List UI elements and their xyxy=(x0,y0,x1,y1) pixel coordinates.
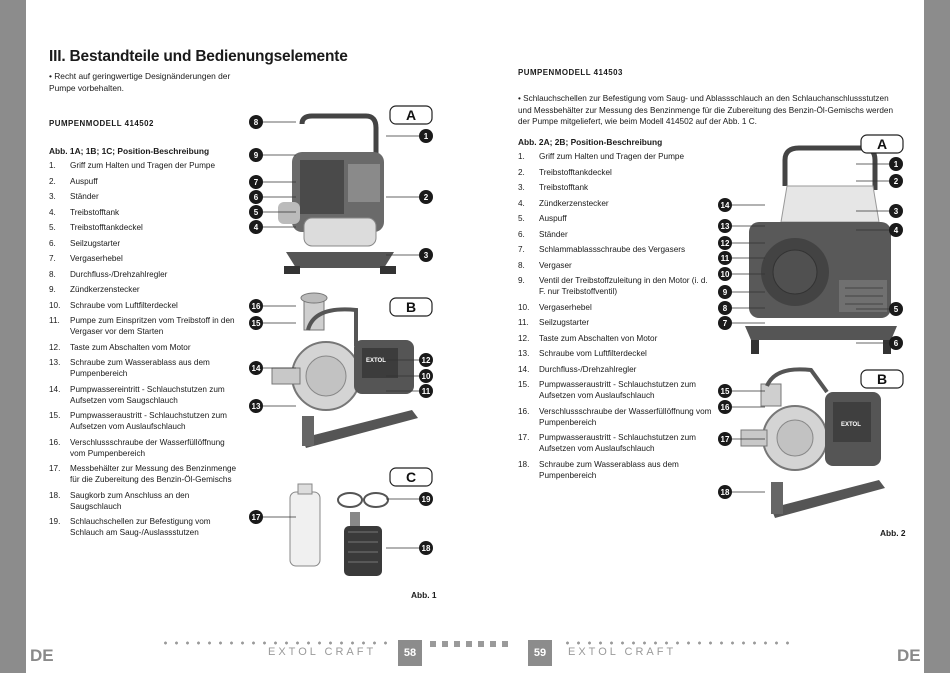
svg-text:8: 8 xyxy=(253,118,259,127)
list-item-number: 14. xyxy=(49,384,61,394)
callout-marker-8 xyxy=(718,301,732,315)
svg-text:13: 13 xyxy=(720,222,730,231)
callout-marker-13 xyxy=(718,219,732,233)
list-item-number: 16. xyxy=(518,406,530,416)
list-item xyxy=(49,222,239,233)
list-item xyxy=(518,379,713,401)
svg-text:19: 19 xyxy=(421,495,431,504)
model-heading-414502: PUMPENMODELL 414502 xyxy=(49,119,154,128)
list-item xyxy=(49,342,239,353)
list-item-number: 4. xyxy=(49,207,56,217)
svg-text:7: 7 xyxy=(722,319,728,328)
list-item xyxy=(49,437,239,459)
list-item-text: Schraube vom Luftfilterdeckel xyxy=(539,349,647,358)
list-item-number: 16. xyxy=(49,437,61,447)
list-item xyxy=(49,253,239,264)
list-item-text: Pumpe zum Einspritzen vom Treibstoff in den Vergaser vor dem Starten xyxy=(70,316,235,336)
footer-square xyxy=(454,641,460,647)
hose-clamp-note: • Schlauchschellen zur Befestigung vom Saug- und Ablassschlauch an den Schlauchanschlussstutzen und Messbehälter zur Messung des Benzinmenge für die Zubereitung des Benzin-Öl-Gemischs werden der Pumpe mitgeliefert, wie beim Modell 414502 auf der Abb. 1 C. xyxy=(518,94,893,126)
callout-marker-12 xyxy=(718,236,732,250)
list-item-number: 7. xyxy=(518,245,525,254)
list-item xyxy=(518,151,713,162)
list-item-text: Zündkerzenstecker xyxy=(70,285,140,294)
svg-text:C: C xyxy=(405,469,417,485)
figure-letter-a xyxy=(390,106,432,124)
figure-abb-1 xyxy=(244,100,444,590)
list-item-text: Auspuff xyxy=(539,214,567,223)
page-title: III. Bestandteile und Bedienungselemente xyxy=(49,48,348,65)
list-item-number: 18. xyxy=(518,459,530,469)
list-item-number: 7. xyxy=(49,254,56,263)
callout-marker-4 xyxy=(249,220,263,234)
svg-text:14: 14 xyxy=(251,364,261,373)
list-item-text: Durchfluss-/Drehzahlregler xyxy=(70,269,168,279)
svg-text:12: 12 xyxy=(720,239,730,248)
list-item xyxy=(518,364,713,375)
svg-text:2: 2 xyxy=(893,177,899,186)
callout-marker-7 xyxy=(718,316,732,330)
list-item-text: Ständer xyxy=(539,229,568,239)
list-item-number: 3. xyxy=(49,192,56,201)
list-item-number: 4. xyxy=(518,198,525,208)
footer-square xyxy=(430,641,436,647)
list-item-number: 12. xyxy=(518,333,530,343)
list-item xyxy=(49,315,239,337)
list-item-number: 2. xyxy=(518,167,525,177)
list-item xyxy=(49,238,239,249)
svg-text:1: 1 xyxy=(423,132,429,141)
list-item xyxy=(518,213,713,224)
list-item-number: 8. xyxy=(49,269,56,279)
list-item xyxy=(518,244,713,255)
list-item xyxy=(49,516,239,538)
footer-square xyxy=(466,641,472,647)
svg-text:9: 9 xyxy=(722,288,728,297)
list-item-text: Vergaserhebel xyxy=(70,254,123,263)
callout-marker-4 xyxy=(889,223,903,237)
callout-marker-2 xyxy=(419,190,433,204)
list-item xyxy=(49,300,239,311)
footer-dots-left xyxy=(160,641,390,645)
svg-text:17: 17 xyxy=(720,435,730,444)
list-item xyxy=(518,317,713,328)
list-item-number: 5. xyxy=(518,214,525,223)
product-label: EXTOL xyxy=(841,422,861,428)
list-item xyxy=(49,463,239,485)
list-item-text: Schlauchschellen zur Befestigung vom Schlauch am Saug-/Auslassstutzen xyxy=(70,517,211,537)
list-item xyxy=(518,432,713,454)
list-item-number: 19. xyxy=(49,517,61,526)
fig1-position-heading: Abb. 1A; 1B; 1C; Position-Beschreibung xyxy=(49,146,210,156)
svg-text:7: 7 xyxy=(253,178,259,187)
callout-marker-9 xyxy=(718,285,732,299)
list-item-number: 9. xyxy=(49,285,56,294)
callout-marker-15 xyxy=(718,384,732,398)
callout-marker-18 xyxy=(718,485,732,499)
svg-text:11: 11 xyxy=(720,254,730,263)
list-item-text: Pumpwasseraustritt - Schlauchstutzen zum Aufsetzen vom Auslaufschlauch xyxy=(539,433,696,453)
callout-marker-1 xyxy=(419,129,433,143)
list-item-text: Pumpwasseraustritt - Schlauchstutzen zum Aufsetzen vom Auslaufschlauch xyxy=(70,411,227,431)
footer-square xyxy=(442,641,448,647)
list-item-text: Seilzugstarter xyxy=(70,238,121,248)
list-item-number: 1. xyxy=(49,161,56,170)
callout-marker-17 xyxy=(718,432,732,446)
callout-marker-6 xyxy=(889,336,903,350)
callout-marker-14 xyxy=(718,198,732,212)
callout-marker-8 xyxy=(249,115,263,129)
list-item xyxy=(518,182,713,193)
list-item xyxy=(49,384,239,406)
svg-text:10: 10 xyxy=(720,270,730,279)
list-item-text: Ständer xyxy=(70,192,99,201)
svg-text:18: 18 xyxy=(421,544,431,553)
list-item-number: 2. xyxy=(49,176,56,186)
list-item-number: 17. xyxy=(518,433,530,442)
page-number-right: 59 xyxy=(528,640,552,666)
list-item-text: Zündkerzenstecker xyxy=(539,198,609,208)
list-item xyxy=(518,302,713,313)
callout-marker-16 xyxy=(718,400,732,414)
svg-text:12: 12 xyxy=(421,356,431,365)
svg-text:3: 3 xyxy=(423,251,429,260)
model-heading-414503: PUMPENMODELL 414503 xyxy=(518,68,623,77)
svg-text:5: 5 xyxy=(253,208,259,217)
list-item-number: 1. xyxy=(518,152,525,161)
svg-text:6: 6 xyxy=(253,193,259,202)
svg-text:1: 1 xyxy=(893,160,899,169)
list-item-number: 14. xyxy=(518,364,530,374)
pump-2b-illustration xyxy=(741,369,888,518)
parts-list-414502 xyxy=(49,160,239,543)
callout-marker-12 xyxy=(419,353,433,367)
list-item-text: Pumpwassereintritt - Schlauchstutzen zum Aufsetzen vom Saugschlauch xyxy=(70,384,225,405)
pump-a-illustration xyxy=(278,116,396,274)
svg-text:15: 15 xyxy=(720,387,730,396)
product-label: EXTOL xyxy=(366,358,386,364)
list-item-number: 11. xyxy=(518,318,529,327)
list-item xyxy=(518,406,713,428)
svg-text:A: A xyxy=(405,107,417,123)
list-item-number: 15. xyxy=(518,380,530,389)
callout-marker-5 xyxy=(889,302,903,316)
list-item xyxy=(49,191,239,202)
footer-square xyxy=(478,641,484,647)
list-item xyxy=(518,459,713,481)
list-item-number: 17. xyxy=(49,464,61,473)
list-item-text: Schraube zum Wasserablass aus dem Pumpenbereich xyxy=(539,459,679,480)
list-item-number: 11. xyxy=(49,316,60,325)
list-item-number: 13. xyxy=(518,349,530,358)
callout-marker-10 xyxy=(419,369,433,383)
callout-marker-3 xyxy=(419,248,433,262)
list-item xyxy=(518,260,713,271)
callout-marker-2 xyxy=(889,174,903,188)
list-item-number: 6. xyxy=(518,229,525,239)
list-item-text: Schraube zum Wasserablass aus dem Pumpenbereich xyxy=(70,358,210,378)
list-item-text: Auspuff xyxy=(70,176,98,186)
svg-text:16: 16 xyxy=(720,403,730,412)
list-item-number: 8. xyxy=(518,260,525,270)
list-item xyxy=(49,490,239,512)
callout-marker-13 xyxy=(249,399,263,413)
callout-marker-15 xyxy=(249,316,263,330)
list-item-text: Pumpwasseraustritt - Schlauchstutzen zum Aufsetzen vom Auslaufschlauch xyxy=(539,380,696,400)
list-item-text: Seilzugstarter xyxy=(539,318,590,327)
callout-marker-10 xyxy=(718,267,732,281)
language-tag-left: DE xyxy=(30,646,54,665)
list-item-number: 3. xyxy=(518,183,525,192)
list-item-text: Saugkorb zum Anschluss an den Saugschlauch xyxy=(70,490,190,511)
svg-text:5: 5 xyxy=(893,305,899,314)
figure-caption-abb-2: Abb. 2 xyxy=(880,528,906,538)
list-item-text: Verschlussschraube der Wasserfüllöffnung vom Pumpenbereich xyxy=(539,406,712,427)
figure-letter-b xyxy=(390,298,432,316)
callout-marker-1 xyxy=(889,157,903,171)
svg-text:4: 4 xyxy=(893,226,899,235)
svg-text:2: 2 xyxy=(423,193,429,202)
callout-marker-5 xyxy=(249,205,263,219)
left-margin-bar xyxy=(0,0,26,673)
list-item-number: 18. xyxy=(49,490,61,500)
footer-dots-right xyxy=(562,641,792,645)
list-item-text: Treibstofftank xyxy=(70,207,120,217)
accessories-c-illustration xyxy=(290,484,388,576)
list-item-text: Treibstofftank xyxy=(539,183,589,192)
svg-text:11: 11 xyxy=(421,387,431,396)
svg-text:16: 16 xyxy=(251,302,261,311)
svg-text:13: 13 xyxy=(251,402,261,411)
list-item-text: Treibstofftankdeckel xyxy=(539,167,612,177)
list-item xyxy=(49,160,239,171)
list-item-text: Vergaser xyxy=(539,260,572,270)
svg-text:8: 8 xyxy=(722,304,728,313)
footer-square xyxy=(502,641,508,647)
svg-text:10: 10 xyxy=(421,372,431,381)
pump-2a-illustration xyxy=(745,148,897,354)
list-item-number: 9. xyxy=(518,276,525,285)
figure-abb-2 xyxy=(715,130,910,530)
list-item xyxy=(49,410,239,432)
list-item-text: Schlammablassschraube des Vergasers xyxy=(539,245,686,254)
list-item-text: Ventil der Treibstoffzuleitung in den Motor (i. d. F. nur Treibstoffventil) xyxy=(539,276,708,296)
list-item-text: Verschlussschraube der Wasserfüllöffnung vom Pumpenbereich xyxy=(70,437,225,458)
list-item xyxy=(49,284,239,295)
language-tag-right: DE xyxy=(897,646,921,665)
callout-marker-6 xyxy=(249,190,263,204)
list-item xyxy=(49,357,239,379)
list-item-text: Schraube vom Luftfilterdeckel xyxy=(70,300,178,310)
callout-marker-19 xyxy=(419,492,433,506)
svg-text:A: A xyxy=(876,136,888,152)
svg-text:3: 3 xyxy=(893,207,899,216)
list-item-number: 10. xyxy=(518,302,530,312)
list-item-text: Griff zum Halten und Tragen der Pumpe xyxy=(70,161,216,170)
callout-marker-17 xyxy=(249,510,263,524)
list-item-text: Griff zum Halten und Tragen der Pumpe xyxy=(539,152,685,161)
design-change-note: • Recht auf geringwertige Designänderungen der Pumpe vorbehalten. xyxy=(49,71,231,93)
list-item xyxy=(518,348,713,359)
list-item-number: 6. xyxy=(49,238,56,248)
list-item-number: 15. xyxy=(49,411,61,420)
list-item-number: 5. xyxy=(49,223,56,232)
svg-text:9: 9 xyxy=(253,151,259,160)
svg-text:B: B xyxy=(876,371,888,387)
callout-marker-11 xyxy=(419,384,433,398)
svg-text:17: 17 xyxy=(251,513,261,522)
figure-letter-c xyxy=(390,468,432,486)
list-item-text: Durchfluss-/Drehzahlregler xyxy=(539,364,637,374)
list-item-number: 12. xyxy=(49,342,61,352)
list-item xyxy=(49,269,239,280)
page-number-left: 58 xyxy=(398,640,422,666)
list-item xyxy=(518,333,713,344)
figure-letter-b xyxy=(861,370,903,388)
svg-text:15: 15 xyxy=(251,319,261,328)
parts-list-414503 xyxy=(518,151,713,485)
brand-logo-right: EXTOL CRAFT xyxy=(568,646,677,658)
list-item-text: Taste zum Abschalten vom Motor xyxy=(70,342,191,352)
svg-text:B: B xyxy=(405,299,417,315)
list-item-number: 10. xyxy=(49,300,61,310)
list-item xyxy=(49,176,239,187)
svg-text:4: 4 xyxy=(253,223,259,232)
list-item xyxy=(518,198,713,209)
callout-marker-11 xyxy=(718,251,732,265)
footer-square xyxy=(490,641,496,647)
brand-logo-left: EXTOL CRAFT xyxy=(268,646,377,658)
list-item-text: Treibstofftankdeckel xyxy=(70,223,143,232)
svg-text:18: 18 xyxy=(720,488,730,497)
list-item-text: Taste zum Abschalten von Motor xyxy=(539,333,658,343)
callout-marker-18 xyxy=(419,541,433,555)
list-item xyxy=(518,275,713,297)
list-item xyxy=(518,167,713,178)
callout-marker-14 xyxy=(249,361,263,375)
figure-caption-abb-1: Abb. 1 xyxy=(411,590,437,600)
callout-marker-16 xyxy=(249,299,263,313)
callout-marker-7 xyxy=(249,175,263,189)
callout-marker-9 xyxy=(249,148,263,162)
list-item-text: Vergaserhebel xyxy=(539,302,592,312)
right-margin-bar xyxy=(924,0,950,673)
svg-text:6: 6 xyxy=(893,339,899,348)
callout-marker-3 xyxy=(889,204,903,218)
fig2-position-heading: Abb. 2A; 2B; Position-Beschreibung xyxy=(518,137,663,147)
list-item xyxy=(49,207,239,218)
svg-text:14: 14 xyxy=(720,201,730,210)
list-item-number: 13. xyxy=(49,358,61,367)
figure-letter-a xyxy=(861,135,903,153)
list-item xyxy=(518,229,713,240)
list-item-text: Messbehälter zur Messung des Benzinmenge für die Zubereitung des Benzin-Öl-Gemischs xyxy=(70,464,237,484)
